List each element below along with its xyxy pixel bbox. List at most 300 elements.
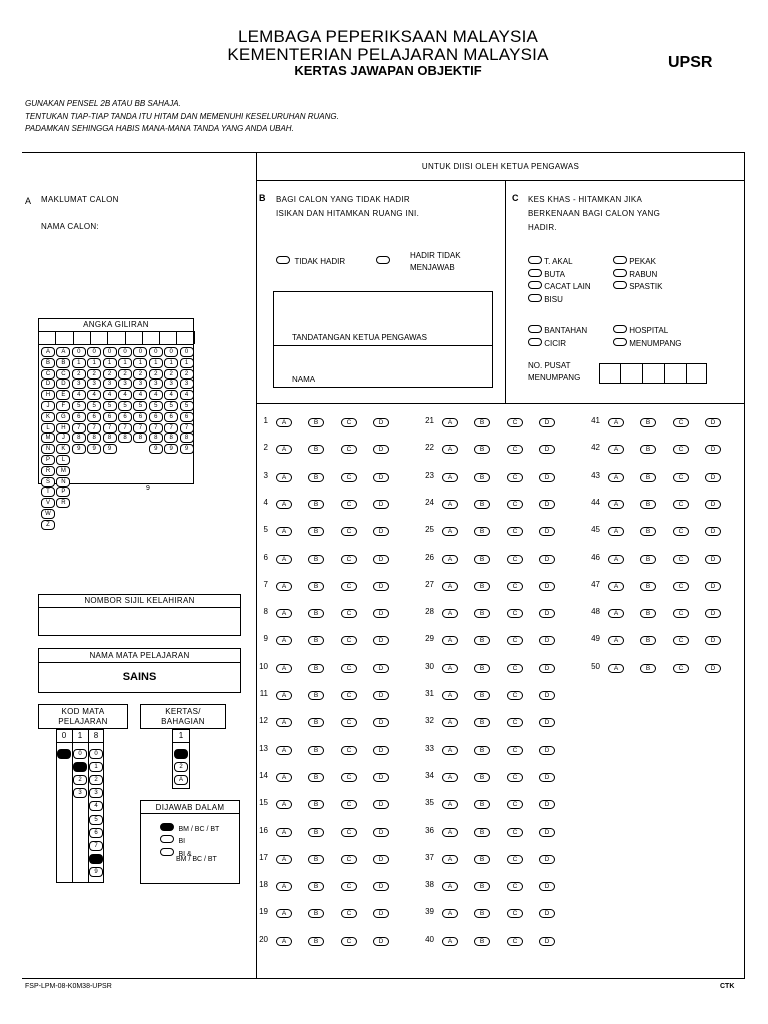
answer-bubble[interactable]: B (308, 500, 324, 509)
angka-bubble[interactable]: T (41, 487, 55, 497)
angka-bubble[interactable]: 1 (164, 358, 178, 368)
angka-bubble[interactable]: 5 (87, 401, 101, 411)
angka-bubble[interactable]: 9 (87, 444, 101, 454)
angka-bubble[interactable]: K (56, 444, 70, 454)
answer-bubble[interactable]: A (276, 582, 292, 591)
answer-bubble[interactable]: D (539, 582, 555, 591)
answer-bubble[interactable]: A (442, 937, 458, 946)
angka-bubble[interactable]: 2 (149, 369, 163, 379)
kod-bubble[interactable]: 6 (89, 828, 103, 838)
kes-khas-bubble[interactable] (528, 294, 542, 302)
answer-bubble[interactable]: A (276, 527, 292, 536)
angka-bubble[interactable]: 2 (118, 369, 132, 379)
angka-bubble[interactable]: 6 (118, 412, 132, 422)
answer-bubble[interactable]: C (341, 555, 357, 564)
answer-bubble[interactable]: D (373, 500, 389, 509)
answer-bubble[interactable]: C (507, 555, 523, 564)
answer-bubble[interactable]: B (474, 691, 490, 700)
angka-bubble[interactable]: 7 (87, 423, 101, 433)
answer-bubble[interactable]: B (474, 418, 490, 427)
answer-bubble[interactable]: C (341, 445, 357, 454)
angka-bubble[interactable]: 6 (87, 412, 101, 422)
answer-bubble[interactable]: B (474, 582, 490, 591)
answer-bubble[interactable]: A (442, 445, 458, 454)
answer-bubble[interactable]: D (373, 773, 389, 782)
answer-bubble[interactable]: D (539, 828, 555, 837)
tidak-hadir-option[interactable] (276, 251, 345, 269)
angka-bubble[interactable]: J (41, 401, 55, 411)
angka-bubble[interactable]: 7 (149, 423, 163, 433)
angka-bubble[interactable]: R (56, 498, 70, 508)
angka-bubble[interactable]: 4 (164, 390, 178, 400)
kod-bubble[interactable]: 5 (89, 815, 103, 825)
answer-bubble[interactable]: B (308, 473, 324, 482)
answer-bubble[interactable]: C (341, 664, 357, 673)
answer-bubble[interactable]: B (474, 937, 490, 946)
angka-bubble[interactable]: 6 (133, 412, 147, 422)
answer-bubble[interactable]: A (608, 473, 624, 482)
kod-bubble[interactable]: 0 (73, 749, 87, 759)
answer-bubble[interactable]: C (507, 855, 523, 864)
answer-bubble[interactable]: C (673, 609, 689, 618)
angka-bubble[interactable]: 8 (72, 433, 86, 443)
angka-bubble[interactable]: D (41, 379, 55, 389)
kertas-bubble[interactable]: 2 (174, 762, 188, 772)
angka-bubble[interactable]: 5 (103, 401, 117, 411)
answer-bubble[interactable]: A (442, 773, 458, 782)
answer-bubble[interactable]: A (276, 636, 292, 645)
answer-bubble[interactable]: B (640, 527, 656, 536)
answer-bubble[interactable]: A (442, 555, 458, 564)
angka-bubble[interactable]: 9 (180, 444, 194, 454)
answer-bubble[interactable]: A (276, 500, 292, 509)
angka-bubble[interactable]: 8 (118, 433, 132, 443)
answer-bubble[interactable]: B (474, 718, 490, 727)
answer-bubble[interactable]: A (276, 828, 292, 837)
answer-bubble[interactable]: D (373, 746, 389, 755)
answer-bubble[interactable]: A (276, 691, 292, 700)
angka-bubble[interactable]: 3 (103, 379, 117, 389)
answer-bubble[interactable]: B (474, 664, 490, 673)
angka-bubble[interactable]: C (41, 369, 55, 379)
answer-bubble[interactable]: C (341, 582, 357, 591)
dijawab-bi-bm-bubble[interactable] (160, 848, 174, 856)
angka-bubble[interactable]: 4 (149, 390, 163, 400)
angka-bubble[interactable]: 3 (72, 379, 86, 389)
kod-bubble[interactable]: 3 (73, 788, 87, 798)
answer-bubble[interactable]: A (276, 909, 292, 918)
answer-bubble[interactable]: B (640, 636, 656, 645)
answer-bubble[interactable]: D (539, 882, 555, 891)
answer-bubble[interactable]: A (276, 555, 292, 564)
angka-bubble[interactable]: C (56, 369, 70, 379)
answer-bubble[interactable]: C (341, 909, 357, 918)
answer-bubble[interactable]: A (442, 718, 458, 727)
answer-bubble[interactable]: C (673, 664, 689, 673)
answer-bubble[interactable]: D (705, 555, 721, 564)
answer-bubble[interactable]: D (539, 746, 555, 755)
answer-bubble[interactable]: D (705, 500, 721, 509)
answer-bubble[interactable]: B (640, 664, 656, 673)
answer-bubble[interactable]: B (474, 773, 490, 782)
answer-bubble[interactable]: B (474, 500, 490, 509)
angka-bubble[interactable]: 0 (180, 347, 194, 357)
answer-bubble[interactable]: D (539, 418, 555, 427)
answer-bubble[interactable]: A (276, 418, 292, 427)
answer-bubble[interactable]: C (673, 473, 689, 482)
angka-bubble[interactable]: N (41, 444, 55, 454)
answer-bubble[interactable]: D (373, 882, 389, 891)
angka-bubble[interactable]: 1 (149, 358, 163, 368)
answer-bubble[interactable]: B (640, 609, 656, 618)
answer-bubble[interactable]: B (308, 855, 324, 864)
answer-bubble[interactable]: C (507, 718, 523, 727)
answer-bubble[interactable]: B (308, 718, 324, 727)
answer-bubble[interactable]: D (373, 691, 389, 700)
answer-bubble[interactable]: C (507, 937, 523, 946)
angka-bubble[interactable]: 4 (103, 390, 117, 400)
answer-bubble[interactable]: A (276, 855, 292, 864)
angka-bubble[interactable]: 3 (180, 379, 194, 389)
answer-bubble[interactable]: B (474, 746, 490, 755)
angka-bubble[interactable]: 7 (133, 423, 147, 433)
kes-khas-option[interactable] (613, 276, 662, 294)
answer-bubble[interactable]: C (507, 909, 523, 918)
angka-bubble[interactable]: A (41, 347, 55, 357)
answer-bubble[interactable]: A (608, 445, 624, 454)
answer-bubble[interactable]: A (276, 445, 292, 454)
answer-bubble[interactable]: C (341, 855, 357, 864)
answer-bubble[interactable]: A (608, 609, 624, 618)
answer-bubble[interactable]: B (474, 555, 490, 564)
angka-bubble[interactable]: Z (41, 520, 55, 530)
answer-bubble[interactable]: C (507, 582, 523, 591)
angka-bubble[interactable]: G (56, 412, 70, 422)
answer-bubble[interactable]: A (442, 500, 458, 509)
answer-bubble[interactable]: C (341, 527, 357, 536)
angka-bubble[interactable]: W (41, 509, 55, 519)
angka-bubble[interactable]: 4 (72, 390, 86, 400)
angka-bubble[interactable]: M (41, 433, 55, 443)
kes-khas-option[interactable] (613, 333, 682, 351)
answer-bubble[interactable]: A (276, 800, 292, 809)
answer-bubble[interactable]: C (507, 800, 523, 809)
answer-bubble[interactable]: B (474, 855, 490, 864)
angka-bubble[interactable]: 0 (103, 347, 117, 357)
answer-bubble[interactable]: C (341, 937, 357, 946)
answer-bubble[interactable]: B (308, 909, 324, 918)
answer-bubble[interactable]: A (442, 582, 458, 591)
answer-bubble[interactable]: D (705, 527, 721, 536)
answer-bubble[interactable]: A (608, 555, 624, 564)
angka-bubble[interactable]: 5 (133, 401, 147, 411)
angka-bubble[interactable]: P (41, 455, 55, 465)
kod-bubble[interactable]: 1 (89, 762, 103, 772)
answer-bubble[interactable]: D (373, 418, 389, 427)
answer-bubble[interactable]: B (308, 609, 324, 618)
angka-bubble[interactable]: 1 (72, 358, 86, 368)
answer-bubble[interactable]: D (539, 500, 555, 509)
answer-bubble[interactable]: B (640, 500, 656, 509)
kes-khas-option[interactable] (528, 289, 563, 307)
angka-bubble[interactable]: N (56, 477, 70, 487)
answer-bubble[interactable]: B (308, 800, 324, 809)
angka-bubble[interactable]: 7 (164, 423, 178, 433)
kod-bubble[interactable] (89, 854, 103, 864)
answer-bubble[interactable]: A (276, 746, 292, 755)
dijawab-bi-bubble[interactable] (160, 835, 174, 843)
angka-bubble[interactable]: 4 (118, 390, 132, 400)
angka-bubble[interactable]: 0 (72, 347, 86, 357)
answer-bubble[interactable]: B (308, 418, 324, 427)
angka-bubble[interactable]: F (56, 401, 70, 411)
angka-bubble[interactable]: K (41, 412, 55, 422)
answer-bubble[interactable]: A (442, 636, 458, 645)
answer-bubble[interactable]: D (539, 937, 555, 946)
angka-bubble[interactable]: J (56, 433, 70, 443)
answer-bubble[interactable]: A (442, 909, 458, 918)
answer-bubble[interactable]: C (507, 746, 523, 755)
angka-bubble[interactable]: 7 (118, 423, 132, 433)
answer-bubble[interactable]: B (308, 527, 324, 536)
answer-bubble[interactable]: A (442, 746, 458, 755)
answer-bubble[interactable]: B (474, 473, 490, 482)
angka-bubble[interactable]: 8 (103, 433, 117, 443)
kod-bubble[interactable]: 2 (73, 775, 87, 785)
kod-bubble[interactable] (73, 762, 87, 772)
angka-bubble[interactable]: 2 (72, 369, 86, 379)
answer-bubble[interactable]: C (507, 609, 523, 618)
answer-bubble[interactable]: B (640, 473, 656, 482)
tidak-hadir-bubble[interactable] (276, 256, 290, 264)
answer-bubble[interactable]: D (373, 718, 389, 727)
answer-bubble[interactable]: C (507, 500, 523, 509)
angka-bubble[interactable]: 2 (180, 369, 194, 379)
answer-bubble[interactable]: C (673, 555, 689, 564)
answer-bubble[interactable]: A (442, 473, 458, 482)
angka-bubble[interactable]: M (56, 466, 70, 476)
answer-bubble[interactable]: B (640, 555, 656, 564)
answer-bubble[interactable]: C (341, 773, 357, 782)
answer-bubble[interactable]: D (373, 909, 389, 918)
answer-bubble[interactable]: C (507, 664, 523, 673)
angka-bubble[interactable]: 1 (180, 358, 194, 368)
answer-bubble[interactable]: B (474, 527, 490, 536)
angka-bubble[interactable]: 8 (133, 433, 147, 443)
kod-bubble[interactable]: 4 (89, 801, 103, 811)
answer-bubble[interactable]: B (474, 882, 490, 891)
answer-bubble[interactable]: B (308, 773, 324, 782)
answer-bubble[interactable]: A (442, 828, 458, 837)
answer-bubble[interactable]: C (673, 636, 689, 645)
answer-bubble[interactable]: D (539, 609, 555, 618)
answer-bubble[interactable]: D (539, 691, 555, 700)
answer-bubble[interactable]: D (373, 636, 389, 645)
angka-bubble[interactable]: 8 (87, 433, 101, 443)
angka-bubble[interactable]: 7 (103, 423, 117, 433)
answer-bubble[interactable]: C (507, 882, 523, 891)
kes-khas-bubble[interactable] (613, 338, 627, 346)
angka-bubble[interactable]: B (56, 358, 70, 368)
angka-bubble[interactable]: H (56, 423, 70, 433)
angka-bubble[interactable]: 4 (180, 390, 194, 400)
answer-bubble[interactable]: B (308, 636, 324, 645)
angka-bubble[interactable]: 6 (149, 412, 163, 422)
answer-bubble[interactable]: C (341, 800, 357, 809)
answer-bubble[interactable]: A (276, 473, 292, 482)
answer-bubble[interactable]: B (640, 418, 656, 427)
answer-bubble[interactable]: C (507, 691, 523, 700)
angka-bubble[interactable]: 1 (133, 358, 147, 368)
answer-bubble[interactable]: D (373, 609, 389, 618)
pusat-menumpang-box[interactable] (599, 363, 707, 384)
answer-bubble[interactable]: B (474, 828, 490, 837)
answer-bubble[interactable]: B (308, 828, 324, 837)
answer-bubble[interactable]: A (276, 773, 292, 782)
answer-bubble[interactable]: A (608, 418, 624, 427)
angka-bubble[interactable]: 0 (164, 347, 178, 357)
answer-bubble[interactable]: C (507, 418, 523, 427)
answer-bubble[interactable]: A (442, 882, 458, 891)
angka-bubble[interactable]: 6 (180, 412, 194, 422)
answer-bubble[interactable]: B (640, 582, 656, 591)
angka-bubble[interactable]: 0 (133, 347, 147, 357)
answer-bubble[interactable]: A (608, 664, 624, 673)
angka-bubble[interactable]: 2 (103, 369, 117, 379)
kod-bubble[interactable]: 3 (89, 788, 103, 798)
answer-bubble[interactable]: A (276, 882, 292, 891)
answer-bubble[interactable]: D (539, 718, 555, 727)
angka-bubble[interactable]: S (41, 477, 55, 487)
answer-bubble[interactable]: D (539, 555, 555, 564)
answer-bubble[interactable]: A (276, 664, 292, 673)
answer-bubble[interactable]: D (705, 582, 721, 591)
kertas-bubble[interactable] (174, 749, 188, 759)
angka-bubble[interactable]: 3 (87, 379, 101, 389)
angka-bubble[interactable]: 9 (72, 444, 86, 454)
angka-bubble[interactable]: 6 (164, 412, 178, 422)
angka-bubble[interactable]: 9 (164, 444, 178, 454)
kes-khas-option[interactable] (528, 333, 566, 351)
answer-bubble[interactable]: D (705, 636, 721, 645)
angka-bubble[interactable]: 3 (164, 379, 178, 389)
kertas-bubble[interactable]: A (174, 775, 188, 785)
answer-bubble[interactable]: A (276, 718, 292, 727)
angka-bubble[interactable]: L (41, 423, 55, 433)
answer-bubble[interactable]: D (373, 800, 389, 809)
answer-bubble[interactable]: B (474, 909, 490, 918)
answer-bubble[interactable]: B (308, 937, 324, 946)
answer-bubble[interactable]: D (539, 773, 555, 782)
answer-bubble[interactable]: B (474, 609, 490, 618)
answer-bubble[interactable]: C (673, 445, 689, 454)
kod-bubble[interactable]: 7 (89, 841, 103, 851)
angka-bubble[interactable]: V (41, 498, 55, 508)
answer-bubble[interactable]: D (705, 664, 721, 673)
angka-bubble[interactable]: L (56, 455, 70, 465)
angka-bubble[interactable]: 5 (180, 401, 194, 411)
answer-bubble[interactable]: C (507, 773, 523, 782)
answer-bubble[interactable]: C (341, 636, 357, 645)
answer-bubble[interactable]: C (341, 609, 357, 618)
answer-bubble[interactable]: B (308, 664, 324, 673)
answer-bubble[interactable]: C (507, 636, 523, 645)
answer-bubble[interactable]: D (705, 418, 721, 427)
angka-bubble[interactable]: E (56, 390, 70, 400)
answer-bubble[interactable]: D (705, 473, 721, 482)
answer-bubble[interactable]: D (539, 527, 555, 536)
angka-bubble[interactable]: 6 (72, 412, 86, 422)
angka-bubble[interactable]: 0 (149, 347, 163, 357)
answer-bubble[interactable]: D (539, 664, 555, 673)
answer-bubble[interactable]: B (308, 746, 324, 755)
answer-bubble[interactable]: A (276, 937, 292, 946)
angka-bubble[interactable]: A (56, 347, 70, 357)
answer-bubble[interactable]: C (507, 828, 523, 837)
answer-bubble[interactable]: C (507, 445, 523, 454)
angka-bubble[interactable]: 2 (133, 369, 147, 379)
angka-bubble[interactable]: 5 (149, 401, 163, 411)
answer-bubble[interactable]: D (705, 609, 721, 618)
angka-bubble[interactable]: P (56, 487, 70, 497)
answer-bubble[interactable]: A (442, 609, 458, 618)
answer-bubble[interactable]: B (308, 555, 324, 564)
answer-bubble[interactable]: B (640, 445, 656, 454)
angka-bubble[interactable]: 8 (180, 433, 194, 443)
answer-bubble[interactable]: C (507, 527, 523, 536)
angka-bubble[interactable]: 1 (103, 358, 117, 368)
answer-bubble[interactable]: D (705, 445, 721, 454)
answer-bubble[interactable]: C (341, 691, 357, 700)
hadir-tidak-menjawab-bubble[interactable] (376, 256, 390, 264)
answer-bubble[interactable]: C (341, 473, 357, 482)
answer-bubble[interactable]: B (474, 800, 490, 809)
angka-bubble[interactable]: D (56, 379, 70, 389)
answer-bubble[interactable]: C (341, 500, 357, 509)
answer-bubble[interactable]: D (539, 800, 555, 809)
angka-bubble[interactable]: 7 (72, 423, 86, 433)
answer-bubble[interactable]: D (373, 855, 389, 864)
answer-bubble[interactable]: A (442, 527, 458, 536)
answer-bubble[interactable]: C (341, 828, 357, 837)
angka-bubble[interactable]: 2 (87, 369, 101, 379)
angka-bubble[interactable]: H (41, 390, 55, 400)
answer-bubble[interactable]: D (539, 909, 555, 918)
answer-bubble[interactable]: D (373, 445, 389, 454)
answer-bubble[interactable]: A (442, 418, 458, 427)
answer-bubble[interactable]: A (608, 582, 624, 591)
kes-khas-bubble[interactable] (613, 281, 627, 289)
angka-bubble[interactable]: 0 (118, 347, 132, 357)
angka-bubble[interactable]: 5 (164, 401, 178, 411)
answer-bubble[interactable]: D (539, 636, 555, 645)
answer-bubble[interactable]: B (474, 636, 490, 645)
answer-bubble[interactable]: A (608, 636, 624, 645)
angka-bubble[interactable]: 4 (87, 390, 101, 400)
answer-bubble[interactable]: B (308, 882, 324, 891)
answer-bubble[interactable]: C (673, 418, 689, 427)
answer-bubble[interactable]: C (341, 882, 357, 891)
answer-bubble[interactable]: A (442, 691, 458, 700)
answer-bubble[interactable]: A (608, 527, 624, 536)
answer-bubble[interactable]: D (373, 664, 389, 673)
angka-bubble[interactable]: 3 (149, 379, 163, 389)
answer-bubble[interactable]: B (308, 582, 324, 591)
answer-bubble[interactable]: D (373, 473, 389, 482)
angka-bubble[interactable]: B (41, 358, 55, 368)
kod-bubble[interactable]: 9 (89, 867, 103, 877)
angka-bubble[interactable]: 3 (118, 379, 132, 389)
